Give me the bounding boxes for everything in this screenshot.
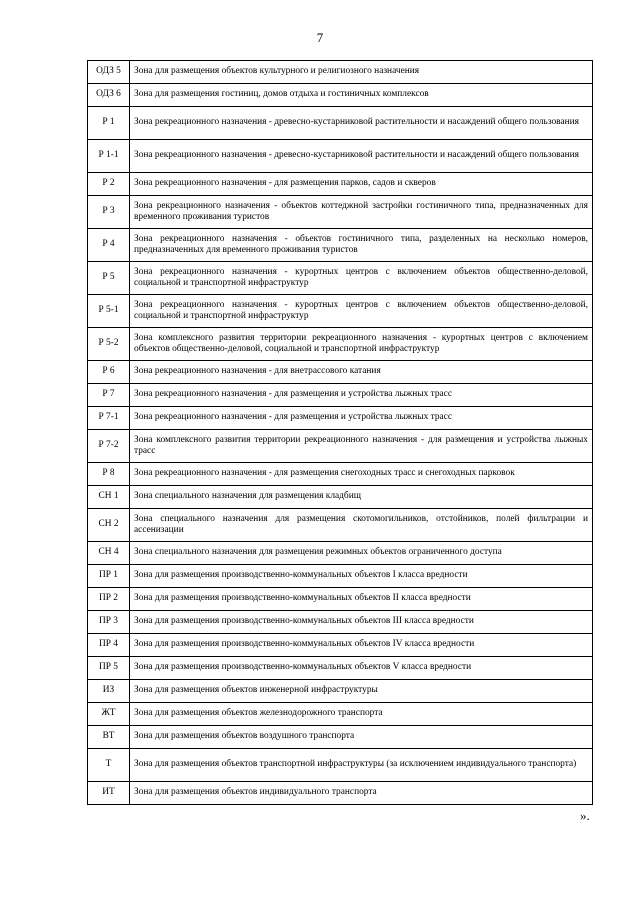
zone-code: СН 2: [88, 509, 130, 542]
zone-code: Т: [88, 749, 130, 782]
zone-code: Р 5: [88, 262, 130, 295]
zone-description: Зона для размещения производственно-коммунальных объектов III класса вредности: [130, 611, 593, 634]
table-row: [88, 140, 593, 173]
table-row: [88, 611, 593, 634]
zone-description: Зона для размещения производственно-коммунальных объектов IV класса вредности: [130, 634, 593, 657]
zone-description: Зона рекреационного назначения - для размещения и устройства лыжных трасс: [130, 407, 593, 430]
zone-code: Р 8: [88, 463, 130, 486]
table-row: [88, 196, 593, 229]
table-row: [88, 107, 593, 140]
zone-description: Зона специального назначения для размещения скотомогильников, отстойников, полей фильтрации и ассенизации: [130, 509, 593, 542]
zone-code: Р 4: [88, 229, 130, 262]
table-row: [88, 680, 593, 703]
table-row: [88, 61, 593, 84]
zone-code: ПР 1: [88, 565, 130, 588]
zone-code: ВТ: [88, 726, 130, 749]
zone-code: ИТ: [88, 782, 130, 805]
table-row: [88, 486, 593, 509]
zone-description: Зона рекреационного назначения - для размещения парков, садов и скверов: [130, 173, 593, 196]
zone-description: Зона специального назначения для размещения режимных объектов ограниченного доступа: [130, 542, 593, 565]
table-row: [88, 542, 593, 565]
zone-description: Зона для размещения производственно-коммунальных объектов V класса вредности: [130, 657, 593, 680]
zone-description: Зона комплексного развития территории рекреационного назначения - курортных центров с включением объектов общественно-деловой, социальной и транспортной инфраструктур: [130, 328, 593, 361]
zone-description: Зона для размещения объектов воздушного транспорта: [130, 726, 593, 749]
zone-description: Зона рекреационного назначения - объектов гостиничного типа, разделенных на несколько номеров, предназначенных для временного проживания туристов: [130, 229, 593, 262]
zone-description: Зона рекреационного назначения - древесно-кустарниковой растительности и насаждений общего пользования: [130, 107, 593, 140]
zone-description: Зона для размещения производственно-коммунальных объектов I класса вредности: [130, 565, 593, 588]
zones-table: [87, 60, 593, 805]
zone-code: ПР 3: [88, 611, 130, 634]
zone-description: Зона рекреационного назначения - курортных центров с включением объектов общественно-деловой, социальной и транспортной инфраструктур: [130, 262, 593, 295]
zone-description: Зона рекреационного назначения - для размещения снегоходных трасс и снегоходных парковок: [130, 463, 593, 486]
table-row: [88, 509, 593, 542]
table-row: [88, 565, 593, 588]
zone-code: Р 2: [88, 173, 130, 196]
zone-code: ПР 2: [88, 588, 130, 611]
closing-quote-mark: ».: [580, 808, 590, 823]
zone-description: Зона рекреационного назначения - для внетрассового катания: [130, 361, 593, 384]
table-row: [88, 782, 593, 805]
table-row: [88, 588, 593, 611]
zone-description: Зона рекреационного назначения - для размещения и устройства лыжных трасс: [130, 384, 593, 407]
zone-description: Зона для размещения объектов культурного и религиозного назначения: [130, 61, 593, 84]
table-row: [88, 262, 593, 295]
table-row: [88, 703, 593, 726]
zone-description: Зона для размещения объектов транспортной инфраструктуры (за исключением индивидуального транспорта): [130, 749, 593, 782]
zone-code: Р 5-2: [88, 328, 130, 361]
zone-code: ЖТ: [88, 703, 130, 726]
table-row: [88, 361, 593, 384]
zone-description: Зона рекреационного назначения - объектов коттеджной застройки гостиничного типа, предназначенных для временного проживания туристов: [130, 196, 593, 229]
table-row: [88, 726, 593, 749]
zone-code: ПР 4: [88, 634, 130, 657]
zone-description: Зона специального назначения для размещения кладбищ: [130, 486, 593, 509]
table-row: [88, 463, 593, 486]
zone-description: Зона рекреационного назначения - курортных центров с включением объектов общественно-деловой, социальной и транспортной инфраструктур: [130, 295, 593, 328]
zone-code: СН 1: [88, 486, 130, 509]
zone-description: Зона для размещения объектов инженерной инфраструктуры: [130, 680, 593, 703]
table-row: [88, 84, 593, 107]
zone-description: Зона для размещения объектов железнодорожного транспорта: [130, 703, 593, 726]
table-row: [88, 295, 593, 328]
zone-code: Р 1-1: [88, 140, 130, 173]
table-row: [88, 328, 593, 361]
zone-code: Р 1: [88, 107, 130, 140]
table-row: [88, 407, 593, 430]
zone-code: ИЗ: [88, 680, 130, 703]
zone-code: Р 5-1: [88, 295, 130, 328]
table-row: [88, 173, 593, 196]
zone-code: Р 7: [88, 384, 130, 407]
zone-code: Р 7-1: [88, 407, 130, 430]
zones-table-body: [88, 61, 593, 805]
zone-description: Зона комплексного развития территории рекреационного назначения - для размещения и устройства лыжных трасс: [130, 430, 593, 463]
zone-code: СН 4: [88, 542, 130, 565]
table-row: [88, 657, 593, 680]
zone-description: Зона для размещения гостиниц, домов отдыха и гостиничных комплексов: [130, 84, 593, 107]
table-row: [88, 634, 593, 657]
zone-code: ПР 5: [88, 657, 130, 680]
zone-description: Зона для размещения производственно-коммунальных объектов II класса вредности: [130, 588, 593, 611]
table-row: [88, 430, 593, 463]
zone-description: Зона для размещения объектов индивидуального транспорта: [130, 782, 593, 805]
zone-code: Р 6: [88, 361, 130, 384]
zone-description: Зона рекреационного назначения - древесно-кустарниковой растительности и насаждений общего пользования: [130, 140, 593, 173]
table-row: [88, 229, 593, 262]
table-row: [88, 384, 593, 407]
zone-code: ОДЗ 5: [88, 61, 130, 84]
zone-code: ОДЗ 6: [88, 84, 130, 107]
page-number: 7: [316, 30, 324, 45]
zone-code: Р 3: [88, 196, 130, 229]
zone-code: Р 7-2: [88, 430, 130, 463]
table-row: [88, 749, 593, 782]
